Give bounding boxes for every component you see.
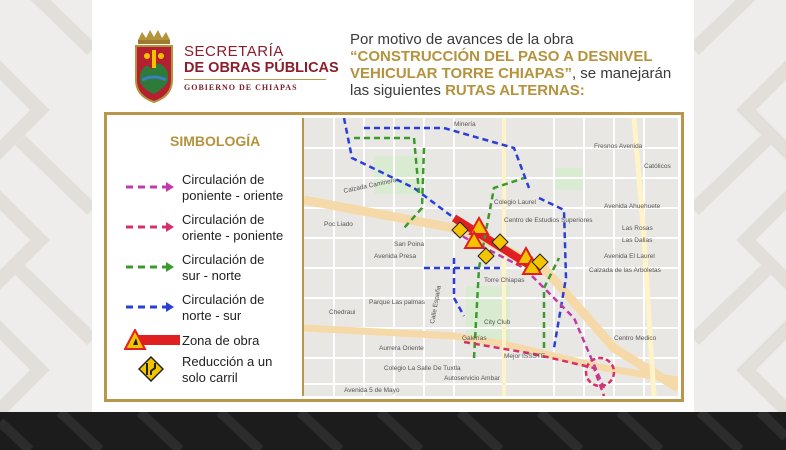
legend-label-line2: oriente - poniente [182,228,284,243]
org-name-line2: DE OBRAS PÚBLICAS [184,60,339,76]
legend-label: Zona de obra [182,333,260,348]
map-label: Avenida Ahuehuete [604,203,661,210]
dashed-arrow-icon [126,222,174,232]
map-label: Parque Las palmas [369,299,426,306]
map-label: City Club [484,319,511,326]
map-label: Colegio Laurel [494,199,536,206]
left-decor-panel [0,0,92,412]
map-label: Poc Liado [324,221,353,228]
map-label: Colegio La Salle De Tuxtla [384,365,461,372]
legend-label-line2: sur - norte [182,268,242,283]
map-label: Minería [454,121,476,128]
org-name-line1: SECRETARÍA [184,43,284,60]
map-label: Las Dalias [622,237,653,244]
organization-name [184,44,339,92]
legend-item-south-north [118,252,302,288]
map-label: Avenida 5 de Mayo [344,387,400,394]
dashed-arrow-icon [126,302,174,312]
map-label: Calzada de las Arboletas [589,267,661,274]
legend-item-lane-reduction [118,354,302,390]
map-label: San Poina [394,241,424,248]
legend-item-north-south [118,292,302,328]
map-label: Calzada Caminera [342,176,398,195]
legend-item-east-west [118,212,302,248]
legend-item-west-east [118,172,302,208]
bottom-band [0,412,786,450]
map-label: Mejor ISSSTE [504,353,546,360]
map-label: Centro de Estudios Superiores [504,217,593,224]
map-label: Galerías [462,335,487,342]
legend-label [182,212,283,244]
lane-reduction-icon [138,356,164,382]
map-canvas [304,118,678,396]
dashed-arrow-icon [126,262,174,272]
notice-part1: Por motivo de avances de la obra [350,31,574,48]
map-label: Centro Medico [614,335,657,342]
map-label: Avenida Presa [374,253,417,260]
legend-label-line1: Circulación de [182,212,265,227]
map-label: Calle España [429,285,443,325]
legend-panel [110,118,304,396]
legend-label [182,252,264,284]
notice-project-name: “CONSTRUCCIÓN DEL PASO A DESNIVEL VEHICULAR TORRE CHIAPAS” [350,48,653,82]
map-label: Chedraui [329,309,356,316]
map-label: Torre Chiapas [484,277,525,284]
map-label: Las Rosas [622,225,653,232]
map-label: Avenida El Laurel [604,253,655,260]
chiapas-coat-of-arms-logo [132,30,176,104]
map-frame [104,112,684,402]
legend-label-line2: solo carril [182,370,238,385]
legend-label-line1: Circulación de [182,172,265,187]
notice-text [350,31,680,99]
dashed-arrow-icon [126,182,174,192]
legend-title: SIMBOLOGÍA [170,133,261,149]
legend-label [182,292,264,324]
map-label: Fresnos Avenida [594,143,643,150]
right-decor-panel [694,0,786,412]
legend-label-line2: norte - sur [182,308,242,323]
map-label: Aurrera Oriente [379,345,424,352]
legend-label [182,172,283,204]
map-label: Católicos [644,163,671,170]
notice-alternate-routes: RUTAS ALTERNAS: [445,82,585,99]
legend-label [182,354,272,386]
org-government: GOBIERNO DE CHIAPAS [184,83,298,92]
construction-sign-icon [124,329,180,351]
announcement-card [92,0,694,412]
org-divider [184,79,326,80]
legend-label-line1: Reducción a un [182,354,273,369]
notice-part2: , se manejarán las siguientes [350,65,672,99]
legend-label-line1: Circulación de [182,252,265,267]
legend-label-line2: poniente - oriente [182,188,284,203]
legend-label-line1: Circulación de [182,292,265,307]
map-label: Autoservicio Ambar [444,375,500,382]
route-map[interactable] [304,118,678,396]
